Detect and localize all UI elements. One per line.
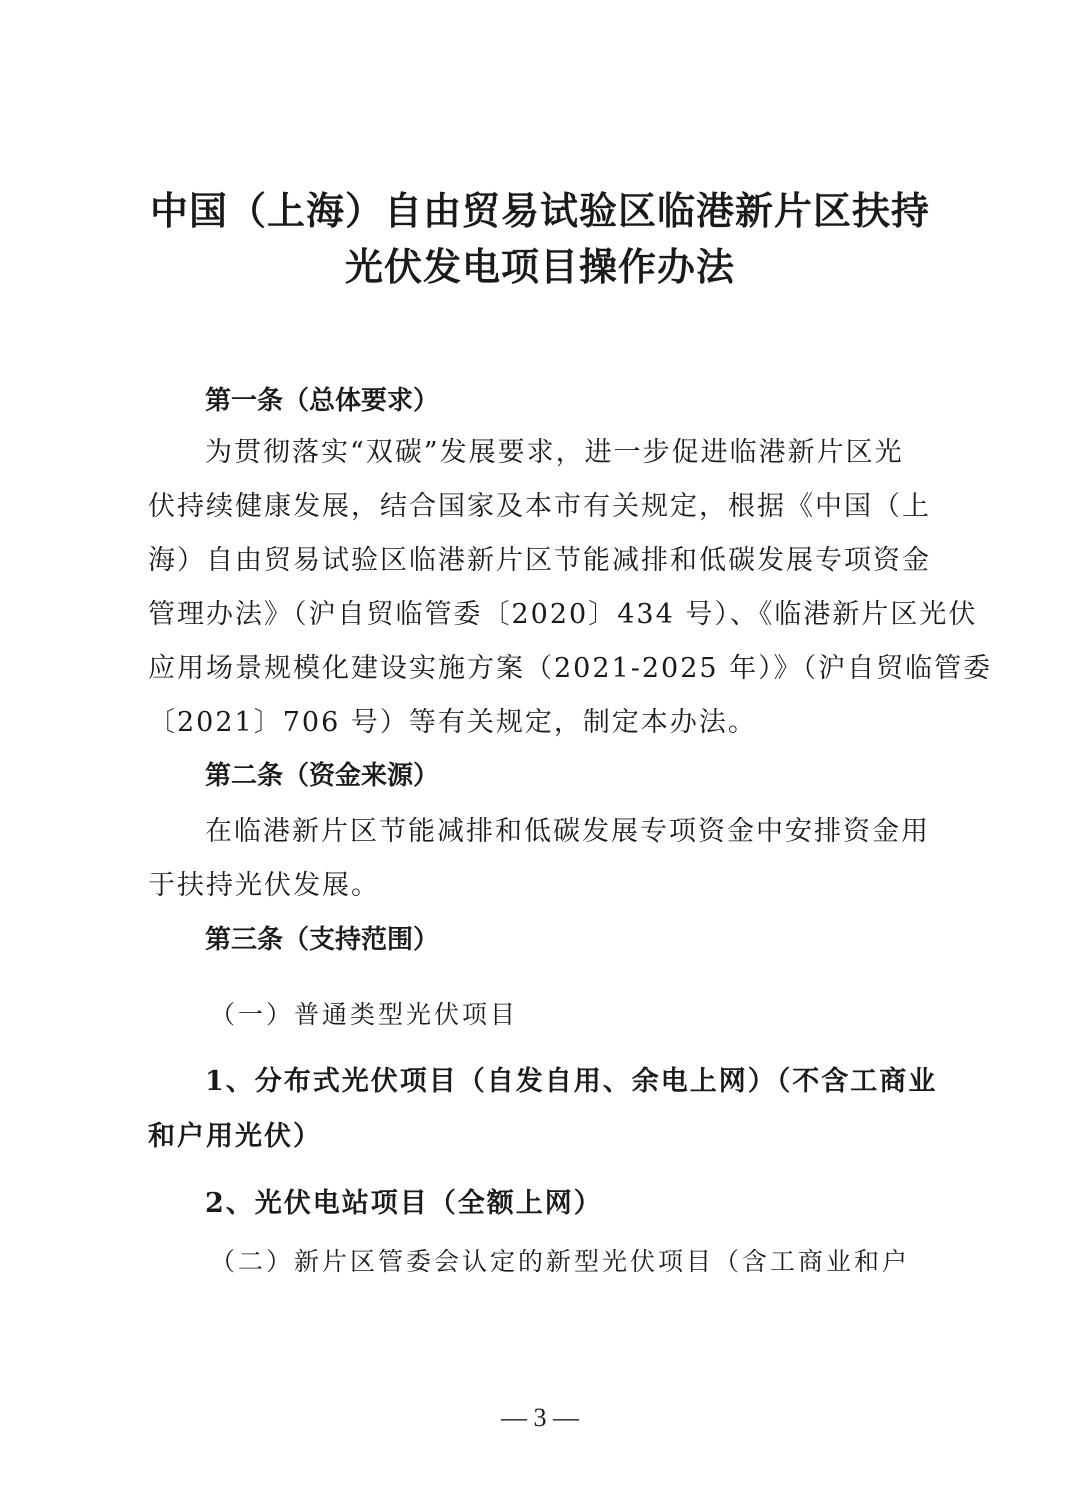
- article-3-item-2: 2、光伏电站项目（全额上网）: [205, 1188, 603, 1219]
- article-1-line: 〔2021〕706 号）等有关规定，制定本办法。: [148, 707, 757, 738]
- article-2-line: 于扶持光伏发展。: [148, 870, 380, 901]
- article-2-line: 在临港新片区节能减排和低碳发展专项资金中安排资金用: [205, 816, 930, 847]
- article-3-subsection-1: （一）普通类型光伏项目: [210, 1000, 519, 1029]
- article-1-line: 管理办法》（沪自贸临管委〔2020〕434 号）、《临港新片区光伏: [148, 599, 978, 630]
- page-number: — 3 —: [501, 1403, 579, 1432]
- article-1-line: 为贯彻落实“双碳”发展要求，进一步促进临港新片区光: [205, 437, 904, 468]
- article-2-heading: 第二条（资金来源）: [205, 761, 440, 791]
- document-title-line-2: 光伏发电项目操作办法: [344, 245, 735, 289]
- article-1-heading: 第一条（总体要求）: [205, 386, 440, 416]
- document-title-line-1: 中国（上海）自由贸易试验区临港新片区扶持: [149, 189, 930, 233]
- article-1-line: 应用场景规模化建设实施方案（2021-2025 年）》（沪自贸临管委: [148, 653, 993, 684]
- article-3-item-1-line-1: 1、分布式光伏项目（自发自用、余电上网）（不含工商业: [205, 1066, 938, 1097]
- article-3-subsection-2: （二）新片区管委会认定的新型光伏项目（含工商业和户: [210, 1247, 911, 1276]
- article-1-line: 海）自由贸易试验区临港新片区节能减排和低碳发展专项资金: [148, 545, 931, 576]
- article-3-item-1-line-2: 和户用光伏）: [148, 1121, 322, 1152]
- article-3-heading: 第三条（支持范围）: [205, 925, 440, 955]
- article-1-line: 伏持续健康发展，结合国家及本市有关规定，根据《中国（上: [148, 491, 931, 522]
